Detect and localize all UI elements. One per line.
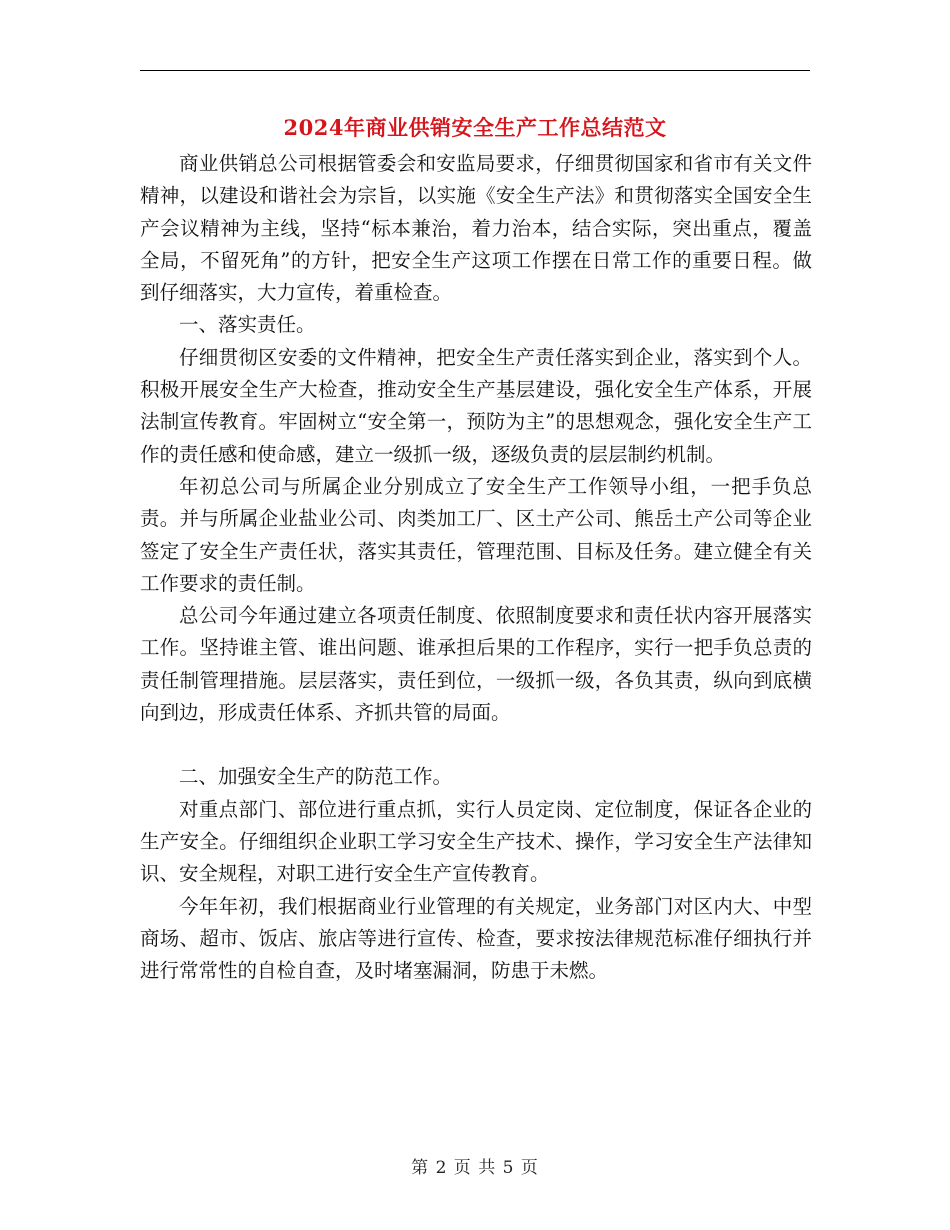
header-rule [140,70,810,71]
page-number-footer: 第 2 页 共 5 页 [411,1158,539,1178]
paragraph: 年初总公司与所属企业分别成立了安全生产工作领导小组，一把手负总责。并与所属企业盐业公司、肉类加工厂、区土产公司、熊岳土产公司等企业签定了安全生产责任状，落实其责任，管理范围、目标及任务。建立健全有关工作要求的责任制。 [140,474,812,595]
paragraph: 今年年初，我们根据商业行业管理的有关规定，业务部门对区内大、中型商场、超市、饭店、旅店等进行宣传、检查，要求按法律规范标准仔细执行并进行常常性的自检自查，及时堵塞漏洞，防患于未燃。 [140,894,812,983]
document-title: 2024年商业供销安全生产工作总结范文 [283,115,667,140]
document-body [140,148,812,987]
paragraph-intro: 商业供销总公司根据管委会和安监局要求，仔细贯彻国家和省市有关文件精神，以建设和谐社会为宗旨，以实施《安全生产法》和贯彻落实全国安全生产会议精神为主线，坚持“标本兼治，着力治本，结合实际，突出重点，覆盖全局，不留死角”的方针，把安全生产这项工作摆在日常工作的重要日程。做到仔细落实，大力宣传，着重检查。 [140,152,812,305]
section-heading-2: 二、加强安全生产的防范工作。 [179,765,453,789]
paragraph: 仔细贯彻区安委的文件精神，把安全生产责任落实到企业，落实到个人。积极开展安全生产大检查，推动安全生产基层建设，强化安全生产体系，开展法制宣传教育。牢固树立“安全第一，预防为主”的思想观念，强化安全生产工作的责任感和使命感，建立一级抓一级，逐级负责的层层制约机制。 [140,345,812,466]
paragraph: 对重点部门、部位进行重点抓，实行人员定岗、定位制度，保证各企业的生产安全。仔细组织企业职工学习安全生产技术、操作，学习安全生产法律知识、安全规程，对职工进行安全生产宣传教育。 [140,797,812,886]
paragraph: 总公司今年通过建立各项责任制度、依照制度要求和责任状内容开展落实工作。坚持谁主管、谁出问题、谁承担后果的工作程序，实行一把手负总责的责任制管理措施。层层落实，责任到位，一级抓一级，各负其责，纵向到底横向到边，形成责任体系、齐抓共管的局面。 [140,604,812,725]
section-heading-1: 一、落实责任。 [179,313,316,337]
